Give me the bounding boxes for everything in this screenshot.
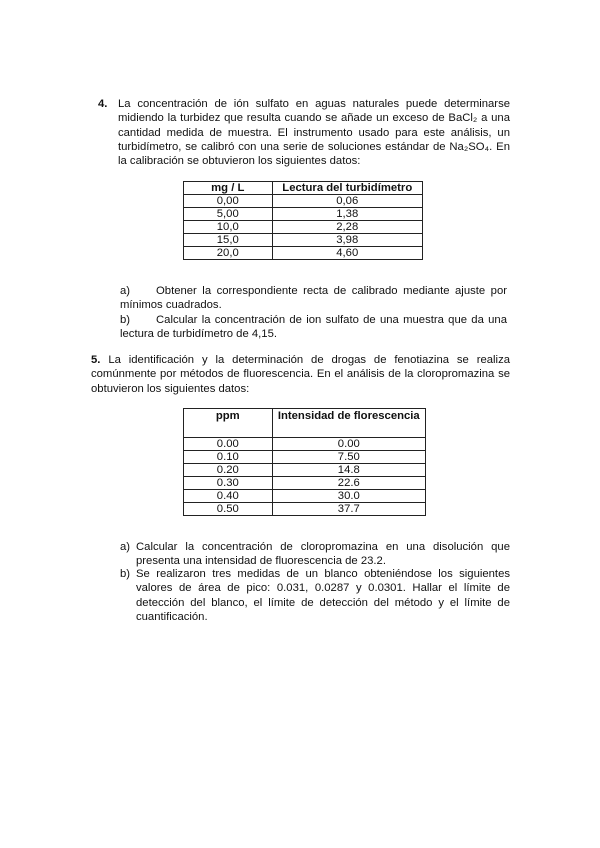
- calibration-table: [183, 181, 423, 260]
- question-5-part-b: [120, 567, 510, 624]
- question-5-text: La identificación y la determinación de drogas de fenotiazina se realiza comúnmente por métodos de fluorescencia. En el análisis de la cloropromazina se obtuvieron los siguientes datos:: [91, 354, 510, 395]
- part-label: a): [120, 285, 131, 297]
- question-4-part-a: [120, 284, 507, 313]
- cell-ppm: 0.50: [184, 503, 273, 516]
- cell-reading: 1,38: [272, 208, 422, 221]
- cell-conc: 10,0: [184, 221, 273, 234]
- table-row: [184, 477, 426, 490]
- table-row: [184, 195, 423, 208]
- cell-conc: 0,00: [184, 195, 273, 208]
- cell-ppm: 0.10: [184, 451, 273, 464]
- cell-intensity: 0.00: [272, 438, 425, 451]
- question-4-part-b: [120, 313, 507, 342]
- header-mg-l: mg / L: [184, 182, 273, 195]
- cell-intensity: 30.0: [272, 490, 425, 503]
- table-row: [184, 221, 423, 234]
- question-4-number: 4.: [98, 98, 108, 110]
- cell-ppm: 0.30: [184, 477, 273, 490]
- cell-ppm: 0.00: [184, 438, 273, 451]
- table-row: [184, 464, 426, 477]
- cell-conc: 15,0: [184, 234, 273, 247]
- cell-reading: 0,06: [272, 195, 422, 208]
- cell-reading: 2,28: [272, 221, 422, 234]
- cell-ppm: 0.20: [184, 464, 273, 477]
- cell-reading: 3,98: [272, 234, 422, 247]
- cell-conc: 5,00: [184, 208, 273, 221]
- question-4: [98, 97, 510, 168]
- cell-ppm: 0.40: [184, 490, 273, 503]
- cell-intensity: 7.50: [272, 451, 425, 464]
- part-text: Se realizaron tres medidas de un blanco obteniéndose los siguientes valores de área de pico: 0.031, 0.0287 y 0.0301. Hallar el límite de detección del blanco, el límite de detección del método y el límite de cuantificación.: [136, 568, 510, 623]
- header-turbidimeter: Lectura del turbidímetro: [272, 182, 422, 195]
- table-header-row: [184, 182, 423, 195]
- cell-intensity: 37.7: [272, 503, 425, 516]
- table-header-row: [184, 409, 426, 438]
- part-label: b): [120, 568, 131, 580]
- table-row: [184, 247, 423, 260]
- cell-reading: 4,60: [272, 247, 422, 260]
- header-ppm: ppm: [184, 409, 273, 438]
- question-5-number: 5.: [91, 354, 101, 366]
- fluorescence-table: [183, 408, 426, 516]
- part-text: Calcular la concentración de ion sulfato de una muestra que da una lectura de turbidímetro de 4,15.: [120, 314, 507, 341]
- question-5-part-a: [120, 540, 510, 569]
- question-5: [91, 353, 510, 396]
- cell-intensity: 22.6: [272, 477, 425, 490]
- table-row: [184, 234, 423, 247]
- table-row: [184, 503, 426, 516]
- cell-conc: 20,0: [184, 247, 273, 260]
- question-4-text: La concentración de ión sulfato en aguas naturales puede determinarse midiendo la turbidez que resulta cuando se añade un exceso de BaCl₂ a una cantidad medida de muestra. El instrumento usado para este análisis, un turbidímetro, se calibró con una serie de soluciones estándar de Na₂SO₄. En la calibración se obtuvieron los siguientes datos:: [118, 98, 510, 168]
- part-text: Calcular la concentración de cloropromazina en una disolución que presenta una intensidad de fluorescencia de 23.2.: [136, 541, 510, 568]
- table-row: [184, 208, 423, 221]
- table-row: [184, 451, 426, 464]
- header-intensity: Intensidad de florescencia: [272, 409, 425, 438]
- part-text: Obtener la correspondiente recta de calibrado mediante ajuste por mínimos cuadrados.: [120, 285, 507, 312]
- part-label: a): [120, 541, 131, 553]
- cell-intensity: 14.8: [272, 464, 425, 477]
- table-row: [184, 490, 426, 503]
- part-label: b): [120, 314, 131, 326]
- table-row: [184, 438, 426, 451]
